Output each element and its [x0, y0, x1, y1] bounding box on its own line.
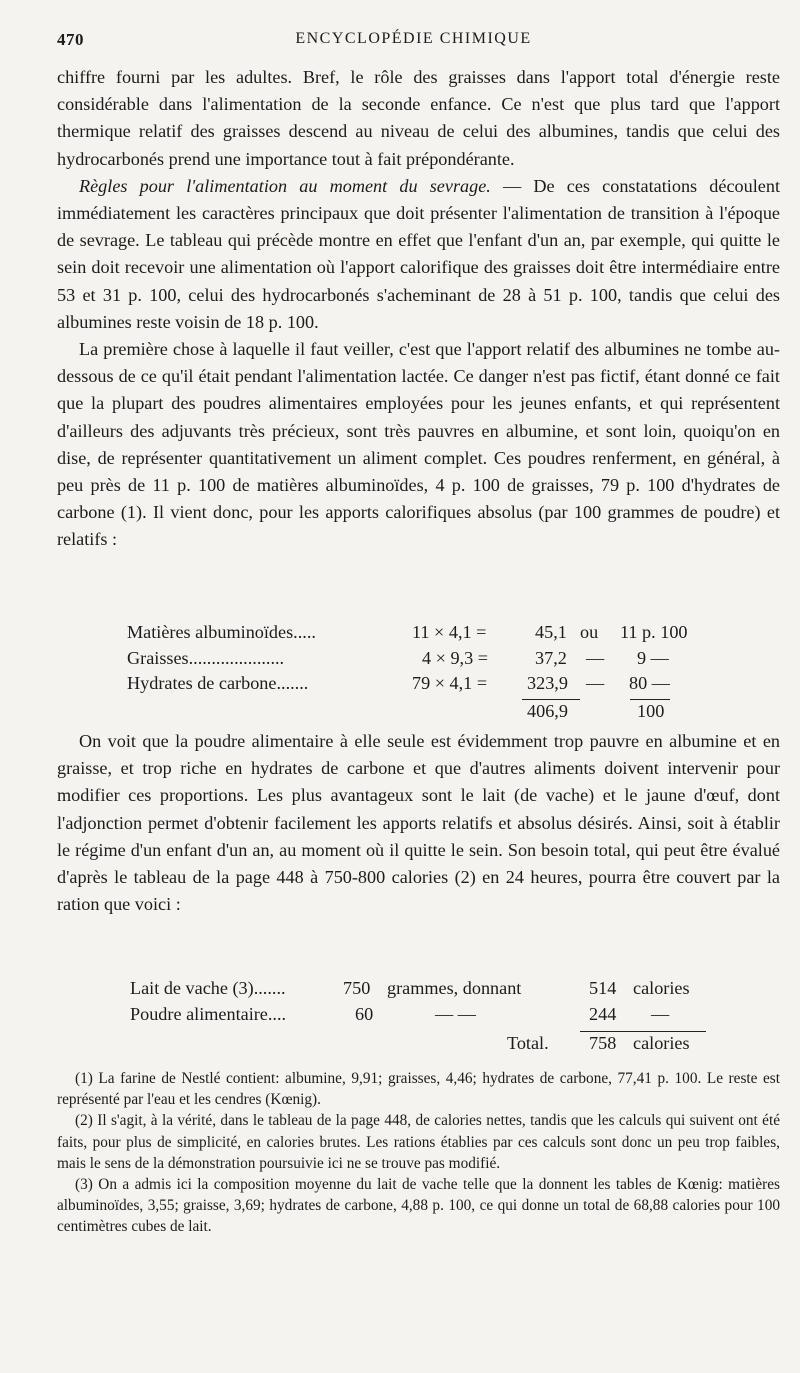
- footnote-3: (3) On a admis ici la composition moyenne du lait de vache telle que la donnent les tables de Kœnig: matières albuminoïdes, 3,55; graisse, 3,69; hydrates de carbone, 4,88 p. 100, ce qui donne un total de 68,88 calories pour 100 centimètres cubes de lait.: [57, 1176, 780, 1236]
- section-heading: Règles pour l'alimentation au moment du sevrage.: [79, 175, 491, 196]
- body-text: [57, 64, 780, 554]
- total-calorie-unit: calories: [633, 1033, 690, 1053]
- table-row: [57, 978, 780, 1004]
- row-quantity: 60: [355, 1003, 374, 1024]
- ration-table: [57, 978, 780, 1059]
- table-total-row: [57, 1033, 780, 1059]
- row-calc: 79 × 4,1 =: [412, 673, 488, 693]
- row-percent: 11 p. 100: [620, 622, 688, 642]
- footnotes: [57, 1068, 780, 1238]
- total-label: Total.: [507, 1033, 549, 1053]
- total-rule-cal: [522, 699, 580, 700]
- row-percent: 80 —: [629, 673, 670, 693]
- row-unit: grammes, donnant: [387, 978, 522, 998]
- table-total-row: [57, 701, 780, 727]
- row-label: Poudre alimentaire....: [130, 1003, 287, 1024]
- row-calories: 244: [589, 1003, 617, 1024]
- total-calories: 406,9: [527, 700, 568, 721]
- paragraph-2-text: — De ces constatations découlent immédiatement les caractères principaux que doit présenter l'alimentation de transition à l'époque de sevrage. Le tableau qui précède montre en effet que l'enfant d'un an, par exemple, qui quitte le sein doit recevoir une alimentation où l'apport calorifique des graisses doit être intermédiaire entre 53 et 31 p. 100, celui des hydrocarbonés s'acheminant de 28 à 51 p. 100, tandis que celui des albumines reste voisin de 18 p. 100.: [57, 175, 780, 332]
- table-row: [57, 648, 780, 674]
- row-label: Hydrates de carbone.......: [127, 673, 309, 693]
- footnote-1: (1) La farine de Nestlé contient: albumine, 9,91; graisses, 4,46; hydrates de carbone, 77,41 p. 100. Le reste est représenté par l'eau et les cendres (Kœnig).: [57, 1070, 780, 1109]
- row-label: Matières albuminoïdes.....: [127, 622, 316, 642]
- page-number: 470: [57, 30, 84, 49]
- page-header: [57, 30, 770, 54]
- row-calories: 514: [589, 978, 617, 998]
- row-calorie-unit: calories: [633, 978, 690, 998]
- row-calc: 4 × 9,3 =: [422, 647, 488, 668]
- total-percent: 100: [637, 700, 665, 721]
- row-sep: ou: [580, 622, 599, 642]
- footnote-2: (2) Il s'agit, à la vérité, dans le tableau de la page 448, de calories nettes, tandis que les calculs qui suivent ont été faits, pour plus de simplicité, en calories brutes. Les rations établies par ces calculs sont donc un peu trop faibles, mais le sens de la démonstration poursuivie ici ne se trouve pas modifié.: [57, 1112, 780, 1172]
- row-calorie-unit: —: [651, 1003, 670, 1024]
- table-row: [57, 673, 780, 699]
- row-quantity: 750: [343, 978, 371, 998]
- row-unit: — —: [435, 1003, 476, 1024]
- row-percent: 9 —: [637, 647, 669, 668]
- row-calories: 37,2: [535, 647, 567, 668]
- running-title: ENCYCLOPÉDIE CHIMIQUE: [295, 30, 532, 47]
- total-rule-line: [580, 1031, 706, 1032]
- row-sep: —: [586, 673, 605, 693]
- total-rule-pct: [630, 699, 670, 700]
- row-label: Graisses.....................: [127, 647, 285, 668]
- paragraph-2: [57, 173, 780, 336]
- row-calories: 45,1: [535, 622, 567, 642]
- table-row: [57, 622, 780, 648]
- paragraph-4: On voit que la poudre alimentaire à elle seule est évidemment trop pauvre en albumine et en graisse, et trop riche en hydrates de carbone et que d'autres aliments doivent intervenir pour modifier ces proportions. Les plus avantageux sont le lait (de vache) et le jaune d'œuf, dont l'adjonction permet d'obtenir facilement les apports relatifs et absolus désirés. Ainsi, soit à établir le régime d'un enfant d'un an, au moment où il quitte le sein. Son besoin total, qui peut être évalué d'après le tableau de la page 448 à 750-800 calories (2) en 24 heures, pourra être couvert par la ration que voici :: [57, 731, 780, 915]
- row-calc: 11 × 4,1 =: [412, 622, 487, 642]
- row-sep: —: [586, 647, 605, 668]
- row-label: Lait de vache (3).......: [130, 978, 286, 998]
- body-text-2: [57, 728, 780, 918]
- caloric-table-powder: [57, 622, 780, 726]
- paragraph-1: chiffre fourni par les adultes. Bref, le rôle des graisses dans l'apport total d'énergie reste considérable dans l'alimentation de la seconde enfance. Ce n'est que plus tard que l'apport thermique relatif des graisses descend au niveau de celui des albumines, tandis que celui des hydrocarbonés prend une importance tout à fait prépondérante.: [57, 67, 780, 169]
- row-calories: 323,9: [527, 673, 568, 693]
- paragraph-3: La première chose à laquelle il faut veiller, c'est que l'apport relatif des albumines ne tombe au-dessous de ce qu'il était pendant l'alimentation lactée. Ce danger n'est pas fictif, étant donné ce fait que la plupart des poudres alimentaires employées pour les jeunes enfants, et qui représentent d'ailleurs des adjuvants très précieux, sont très pauvres en albumine, et sont loin, quoiqu'on en dise, de représenter quantitativement un aliment complet. Ces poudres renferment, en général, à peu près de 11 p. 100 de matières albuminoïdes, 4 p. 100 de graisses, 79 p. 100 d'hydrates de carbone (1). Il vient donc, pour les apports calorifiques absolus (par 100 grammes de poudre) et relatifs :: [57, 339, 780, 550]
- total-calories: 758: [589, 1033, 617, 1053]
- table-row: [57, 1004, 780, 1030]
